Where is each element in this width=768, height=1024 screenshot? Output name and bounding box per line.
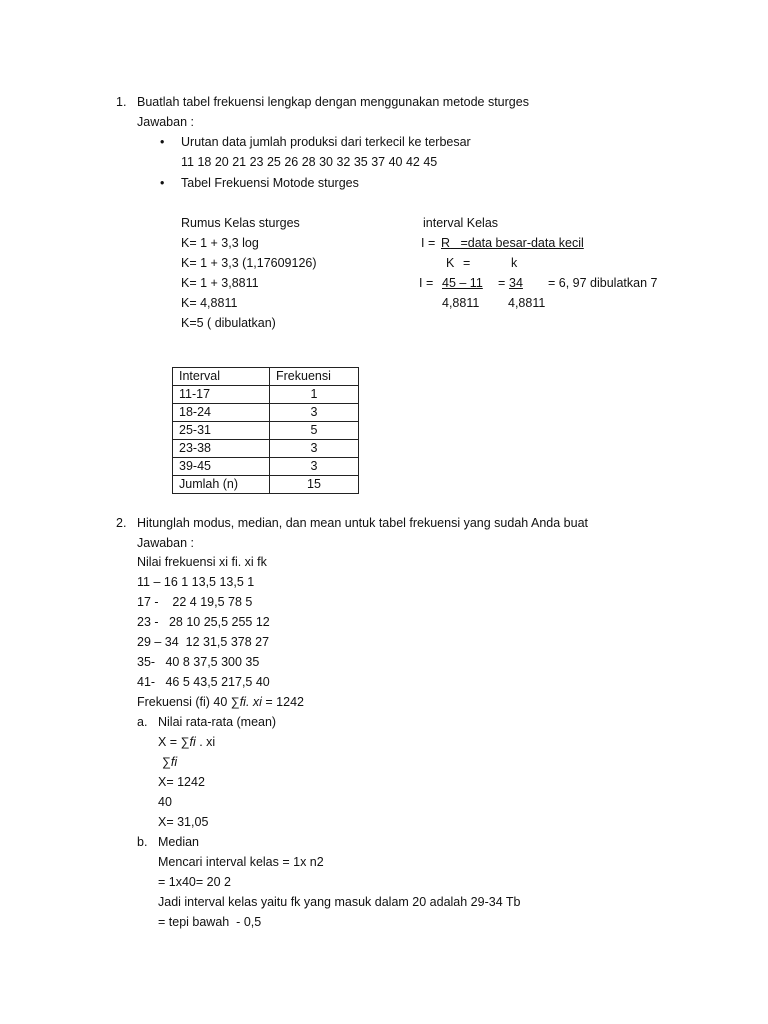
interval-calc-denominator: 4,8811 xyxy=(442,296,480,310)
frequency-table xyxy=(172,367,359,494)
table-cell: 5 xyxy=(270,422,359,440)
median-line: = 1x40= 20 2 xyxy=(158,875,231,889)
table-row xyxy=(173,458,359,476)
interval-calc-denominator: 4,8811 xyxy=(508,296,546,310)
table-cell: 11-17 xyxy=(173,386,270,404)
table-row xyxy=(173,404,359,422)
mean-result-line: X= 31,05 xyxy=(158,815,209,829)
question-1-text: Buatlah tabel frekuensi lengkap dengan menggunakan metode sturges xyxy=(137,95,529,109)
bullet-2-text: Tabel Frekuensi Motode sturges xyxy=(181,176,359,190)
table-row xyxy=(173,386,359,404)
table-cell: 23-38 xyxy=(173,440,270,458)
table-cell: 39-45 xyxy=(173,458,270,476)
table-cell: Jumlah (n) xyxy=(173,476,270,494)
table-cell: 3 xyxy=(270,458,359,476)
interval-calc-fraction: 45 – 11 xyxy=(442,276,483,290)
table-cell: 25-31 xyxy=(173,422,270,440)
table-cell: 18-24 xyxy=(173,404,270,422)
table-total-row xyxy=(173,476,359,494)
median-line: = tepi bawah - 0,5 xyxy=(158,915,262,929)
sturges-line: K= 1 + 3,3 (1,17609126) xyxy=(181,256,317,270)
table-cell: 3 xyxy=(270,440,359,458)
table-header-row xyxy=(173,368,359,386)
distribution-line: Nilai frekuensi xi fi. xi fk xyxy=(137,555,267,569)
interval-formula-prefix: I = xyxy=(421,236,436,250)
table-row xyxy=(173,440,359,458)
interval-denominator-eq: = xyxy=(463,256,471,270)
table-header-cell: Interval xyxy=(173,368,270,386)
mean-calc-line: 40 xyxy=(158,795,172,809)
sturges-line: K= 4,8811 xyxy=(181,296,238,310)
item-b-label: b. xyxy=(137,835,148,849)
interval-calc-numerator: 34 xyxy=(509,276,523,290)
bullet-icon: • xyxy=(160,176,165,190)
question-2-number: 2. xyxy=(116,516,127,530)
item-a-title: Nilai rata-rata (mean) xyxy=(158,715,277,729)
table-cell: 1 xyxy=(270,386,359,404)
sturges-line: K= 1 + 3,8811 xyxy=(181,276,259,290)
mean-formula-line: X = ∑fi . xi xyxy=(158,735,216,749)
interval-denominator-k2: k xyxy=(511,256,518,270)
sturges-line: Rumus Kelas sturges xyxy=(181,216,300,230)
interval-calc-eq: = xyxy=(498,276,506,290)
median-line: Mencari interval kelas = 1x n2 xyxy=(158,855,324,869)
question-2-answer-label: Jawaban : xyxy=(137,536,194,550)
table-row xyxy=(173,422,359,440)
table-header-cell: Frekuensi xyxy=(270,368,359,386)
interval-denominator-k: K xyxy=(446,256,455,270)
sum-line: Frekuensi (fi) 40 ∑fi. xi = 1242 xyxy=(137,695,304,709)
interval-calc-result: = 6, 97 dibulatkan 7 xyxy=(548,276,658,290)
distribution-line: 11 – 16 1 13,5 13,5 1 xyxy=(137,575,255,589)
median-line: Jadi interval kelas yaitu fk yang masuk dalam 20 adalah 29-34 Tb xyxy=(158,895,521,909)
sturges-line: K= 1 + 3,3 log xyxy=(181,236,259,250)
sorted-data-line: 11 18 20 21 23 25 26 28 30 32 35 37 40 42 45 xyxy=(181,155,438,169)
distribution-line: 17 - 22 4 19,5 78 5 xyxy=(137,595,253,609)
table-cell: 3 xyxy=(270,404,359,422)
interval-calc-prefix: I = xyxy=(419,276,434,290)
mean-calc-line: X= 1242 xyxy=(158,775,205,789)
distribution-line: 23 - 28 10 25,5 255 12 xyxy=(137,615,270,629)
mean-formula-denominator: ∑fi xyxy=(162,755,178,769)
bullet-1-text: Urutan data jumlah produksi dari terkecil ke terbesar xyxy=(181,135,471,149)
distribution-line: 35- 40 8 37,5 300 35 xyxy=(137,655,260,669)
distribution-line: 29 – 34 12 31,5 378 27 xyxy=(137,635,270,649)
bullet-icon: • xyxy=(160,135,165,149)
interval-formula-numerator: R =data besar-data kecil xyxy=(441,236,584,250)
question-1-answer-label: Jawaban : xyxy=(137,115,194,129)
distribution-line: 41- 46 5 43,5 217,5 40 xyxy=(137,675,270,689)
item-b-title: Median xyxy=(158,835,199,849)
question-2-text: Hitunglah modus, median, dan mean untuk tabel frekuensi yang sudah Anda buat xyxy=(137,516,589,530)
table-cell: 15 xyxy=(270,476,359,494)
sturges-line: K=5 ( dibulatkan) xyxy=(181,316,276,330)
question-1-number: 1. xyxy=(116,95,127,109)
interval-title: interval Kelas xyxy=(423,216,499,230)
item-a-label: a. xyxy=(137,715,148,729)
